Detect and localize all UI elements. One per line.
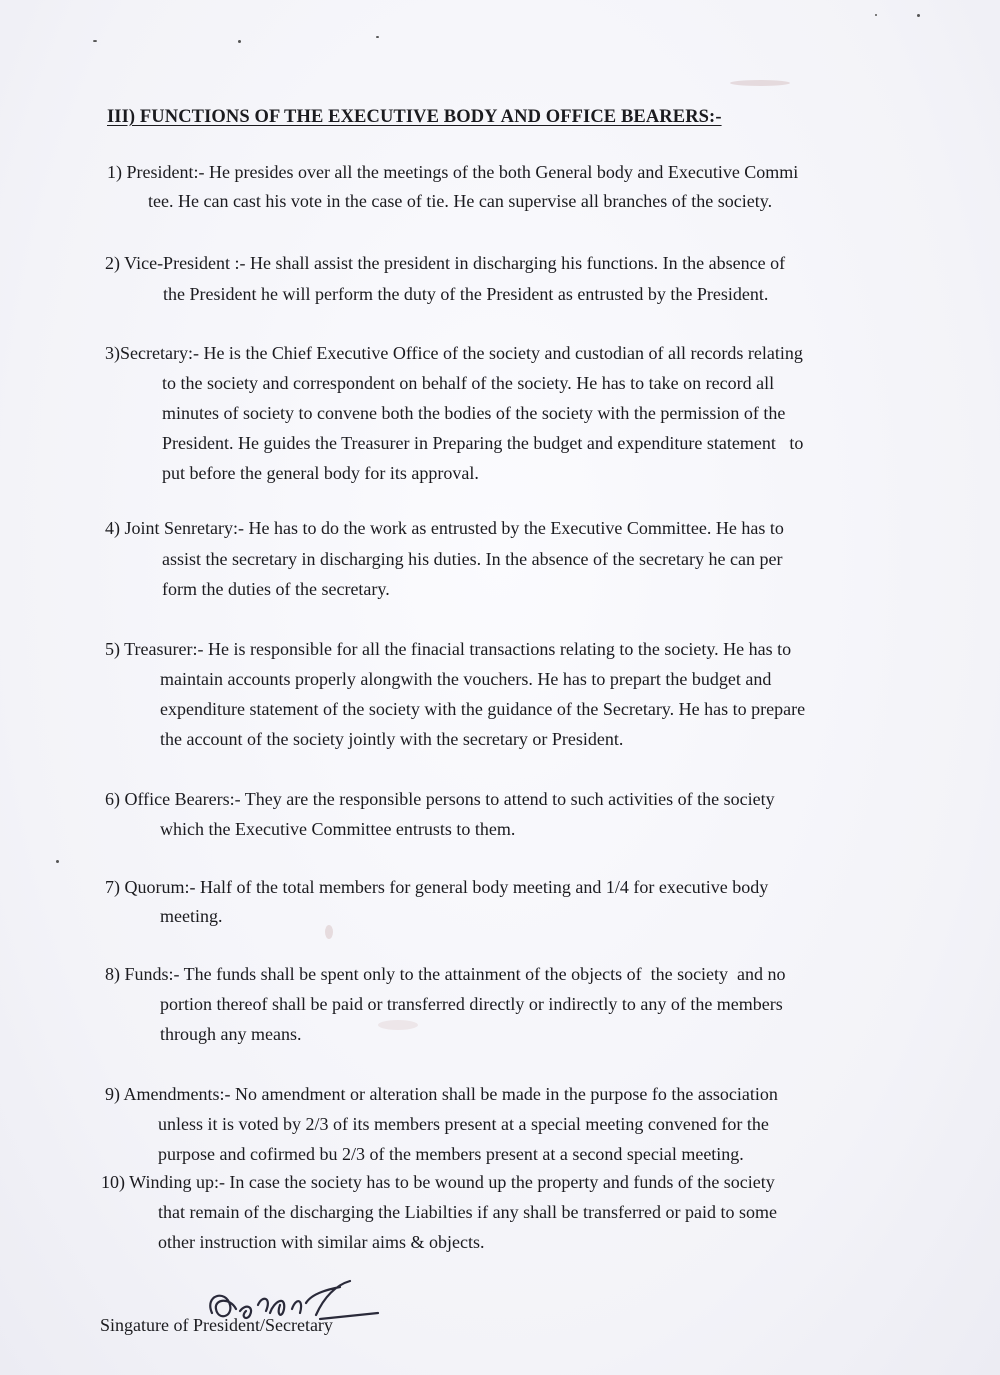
scan-speck (917, 14, 920, 17)
clause-heading-line: 5) Treasurer:- He is responsible for all the finacial transactions relating to the society. He has to (105, 639, 792, 659)
scan-speck (238, 40, 241, 43)
clause-heading-line: 3)Secretary:- He is the Chief Executive Office of the society and custodian of all records relating (105, 343, 803, 363)
clause-text-line: through any means. (160, 1024, 302, 1044)
clause-text-line: form the duties of the secretary. (162, 579, 390, 599)
scan-smudge (730, 80, 790, 86)
scan-smudge (378, 1020, 418, 1030)
clause-heading-line: 9) Amendments:- No amendment or alteration shall be made in the purpose fo the association (105, 1084, 778, 1104)
clause-heading-line: 7) Quorum:- Half of the total members for general body meeting and 1/4 for executive body (105, 877, 769, 897)
clause-text-line: tee. He can cast his vote in the case of tie. He can supervise all branches of the society. (148, 191, 773, 211)
clause-text-line: purpose and cofirmed bu 2/3 of the members present at a second special meeting. (158, 1144, 744, 1164)
clause-heading-line: 8) Funds:- The funds shall be spent only to the attainment of the objects of the society and no (105, 964, 786, 984)
signature-label: Singature of President/Secretary (100, 1315, 333, 1335)
clause-text-line: put before the general body for its approval. (162, 463, 479, 483)
clause-heading-line: 4) Joint Senretary:- He has to do the work as entrusted by the Executive Committee. He has to (105, 518, 784, 538)
clause-text-line: expenditure statement of the society with the guidance of the Secretary. He has to prepare (160, 699, 806, 719)
clause-text-line: minutes of society to convene both the bodies of the society with the permission of the (162, 403, 786, 423)
clause-text-line: other instruction with similar aims & objects. (158, 1232, 485, 1252)
clause-text-line: the account of the society jointly with the secretary or President. (160, 729, 624, 749)
clause-text-line: that remain of the discharging the Liabilties if any shall be transferred or paid to some (158, 1202, 777, 1222)
clause-heading-line: 2) Vice-President :- He shall assist the president in discharging his functions. In the absence of (105, 253, 786, 273)
clause-heading-line: 6) Office Bearers:- They are the responsible persons to attend to such activities of the society (105, 789, 775, 809)
scan-smudge (325, 925, 333, 939)
clause-heading-line: 1) President:- He presides over all the meetings of the both General body and Executive Commi (107, 162, 799, 182)
clause-text-line: unless it is voted by 2/3 of its members present at a special meeting convened for the (158, 1114, 769, 1134)
scan-speck (56, 860, 59, 863)
clause-text-line: assist the secretary in discharging his duties. In the absence of the secretary he can per (162, 549, 783, 569)
scan-speck (376, 36, 379, 38)
scan-speck (875, 14, 877, 16)
clause-text-line: President. He guides the Treasurer in Preparing the budget and expenditure statement to (162, 433, 804, 453)
clause-text-line: the President he will perform the duty of the President as entrusted by the President. (163, 284, 769, 304)
section-heading: III) FUNCTIONS OF THE EXECUTIVE BODY AND OFFICE BEARERS:- (107, 107, 722, 127)
clause-text-line: meeting. (160, 906, 223, 926)
clause-heading-line: 10) Winding up:- In case the society has to be wound up the property and funds of the society (101, 1172, 775, 1192)
clause-text-line: maintain accounts properly alongwith the vouchers. He has to prepart the budget and (160, 669, 772, 689)
scan-speck (93, 40, 97, 42)
clause-text-line: to the society and correspondent on behalf of the society. He has to take on record all (162, 373, 775, 393)
clause-text-line: which the Executive Committee entrusts to them. (160, 819, 516, 839)
clause-text-line: portion thereof shall be paid or transferred directly or indirectly to any of the members (160, 994, 783, 1014)
